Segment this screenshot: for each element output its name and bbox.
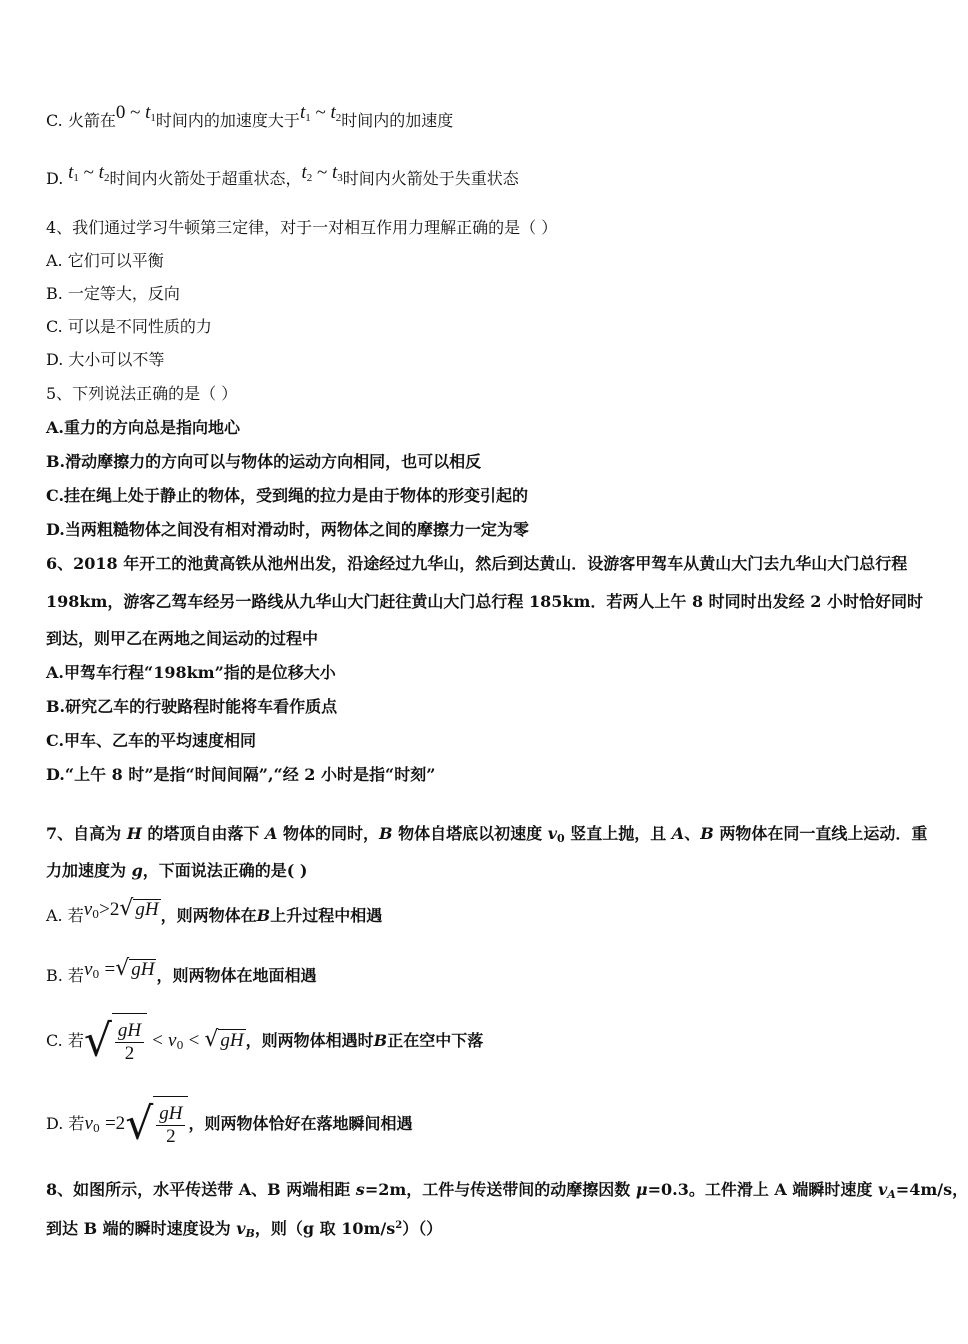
math-expression: $v_0 =2√$ $\frac{gH}{2}$ xyxy=(84,1114,188,1133)
q6-stem-line-2: 198km，游客乙驾车经另一路线从九华山大门赶往黄山大门总行程 185km．若两人上午 8 时同时出发经 2 小时恰好同时 xyxy=(46,592,923,611)
q6-option-d: D.“上午 8 时”是指“时间间隔”,“经 2 小时是指“时刻” xyxy=(46,765,436,784)
q5-option-a: A.重力的方向总是指向地心 xyxy=(46,418,240,437)
q7-stem-line-1: 7、自高为 H 的塔顶自由落下 A 物体的同时，B 物体自塔底以初速度 $v_0$ 竖直上抛，且 A、B 两物体在同一直线上运动．重 xyxy=(46,824,928,845)
math-range-1: 0 ~ $t_1$ xyxy=(115,102,156,124)
math-expression: √ $\frac{gH}{2}$ < $v_0$ < √ gH xyxy=(84,1031,246,1050)
q7-stem-line-2: 力加速度为 g，下面说法正确的是( ) xyxy=(46,861,308,880)
math-range-1: $t_1$ ~ $t_2$ xyxy=(68,162,110,184)
q6-stem-line-1: 6、2018 年开工的池黄高铁从池州出发，沿途经过九华山，然后到达黄山．设游客甲驾车从黄山大门去九华山大门总行程 xyxy=(46,554,908,573)
q3-option-d: D. $t_1$ ~ $t_2$时间内火箭处于超重状态，$t_2$ ~ $t_3$时间内火箭处于失重状态 xyxy=(46,162,519,188)
q5-option-d: D.当两粗糙物体之间没有相对滑动时，两物体之间的摩擦力一定为零 xyxy=(46,520,529,539)
q4-option-a: A. 它们可以平衡 xyxy=(46,251,164,270)
q3-option-c: C. 火箭在0 ~ $t_1$时间内的加速度大于$t_1$ ~ $t_2$时间内的加速度 xyxy=(46,102,454,130)
math-expression: $v_0$ =√ gH xyxy=(83,956,155,981)
math-range-2: $t_2$ ~ $t_3$ xyxy=(301,162,343,184)
q6-option-b: B.研究乙车的行驶路程时能将车看作质点 xyxy=(46,697,338,716)
q8-stem-line-2: 到达 B 端的瞬时速度设为 $v_B$，则（g 取 $10m/s^2)()$ xyxy=(46,1219,443,1240)
q7-option-a: A. 若$v_0>2√$ gH ，则两物体在B上升过程中相遇 xyxy=(46,896,383,925)
q4-stem: 4、我们通过学习牛顿第三定律，对于一对相互作用力理解正确的是（ ） xyxy=(46,218,558,237)
q4-option-c: C. 可以是不同性质的力 xyxy=(46,317,212,336)
q4-option-d: D. 大小可以不等 xyxy=(46,350,165,369)
q7-option-b: B. 若$v_0$ =√ gH ，则两物体在地面相遇 xyxy=(46,956,317,985)
q7-option-d: D. 若$v_0 =2√$ $\frac{gH}{2}$ ，则两物体恰好在落地瞬间相遇 xyxy=(46,1096,910,1152)
q6-option-c: C.甲车、乙车的平均速度相同 xyxy=(46,731,257,750)
q5-stem: 5、下列说法正确的是（ ） xyxy=(46,384,238,403)
q5-option-b: B.滑动摩擦力的方向可以与物体的运动方向相同，也可以相反 xyxy=(46,452,482,471)
q4-option-b: B. 一定等大，反向 xyxy=(46,284,180,303)
math-expression: $v_0>2√$ gH xyxy=(83,896,159,921)
q6-option-a: A.甲驾车行程“198km”指的是位移大小 xyxy=(46,663,336,682)
q5-option-c: C.挂在绳上处于静止的物体，受到绳的拉力是由于物体的形变引起的 xyxy=(46,486,529,505)
q6-stem-line-3: 到达，则甲乙在两地之间运动的过程中 xyxy=(46,629,319,648)
math-range-2: $t_1$ ~ $t_2$ xyxy=(299,102,342,124)
q7-option-c: C. 若√ $\frac{gH}{2}$ < $v_0$ < √ gH ，则两物体相遇时B正在空中下落 xyxy=(46,1012,910,1068)
q8-stem-line-1: 8、如图所示，水平传送带 A、B 两端相距 s=2m，工件与传送带间的动摩擦因数 μ=0.3。工件滑上 A 端瞬时速度 $v_A=4m/s$， xyxy=(46,1180,968,1201)
